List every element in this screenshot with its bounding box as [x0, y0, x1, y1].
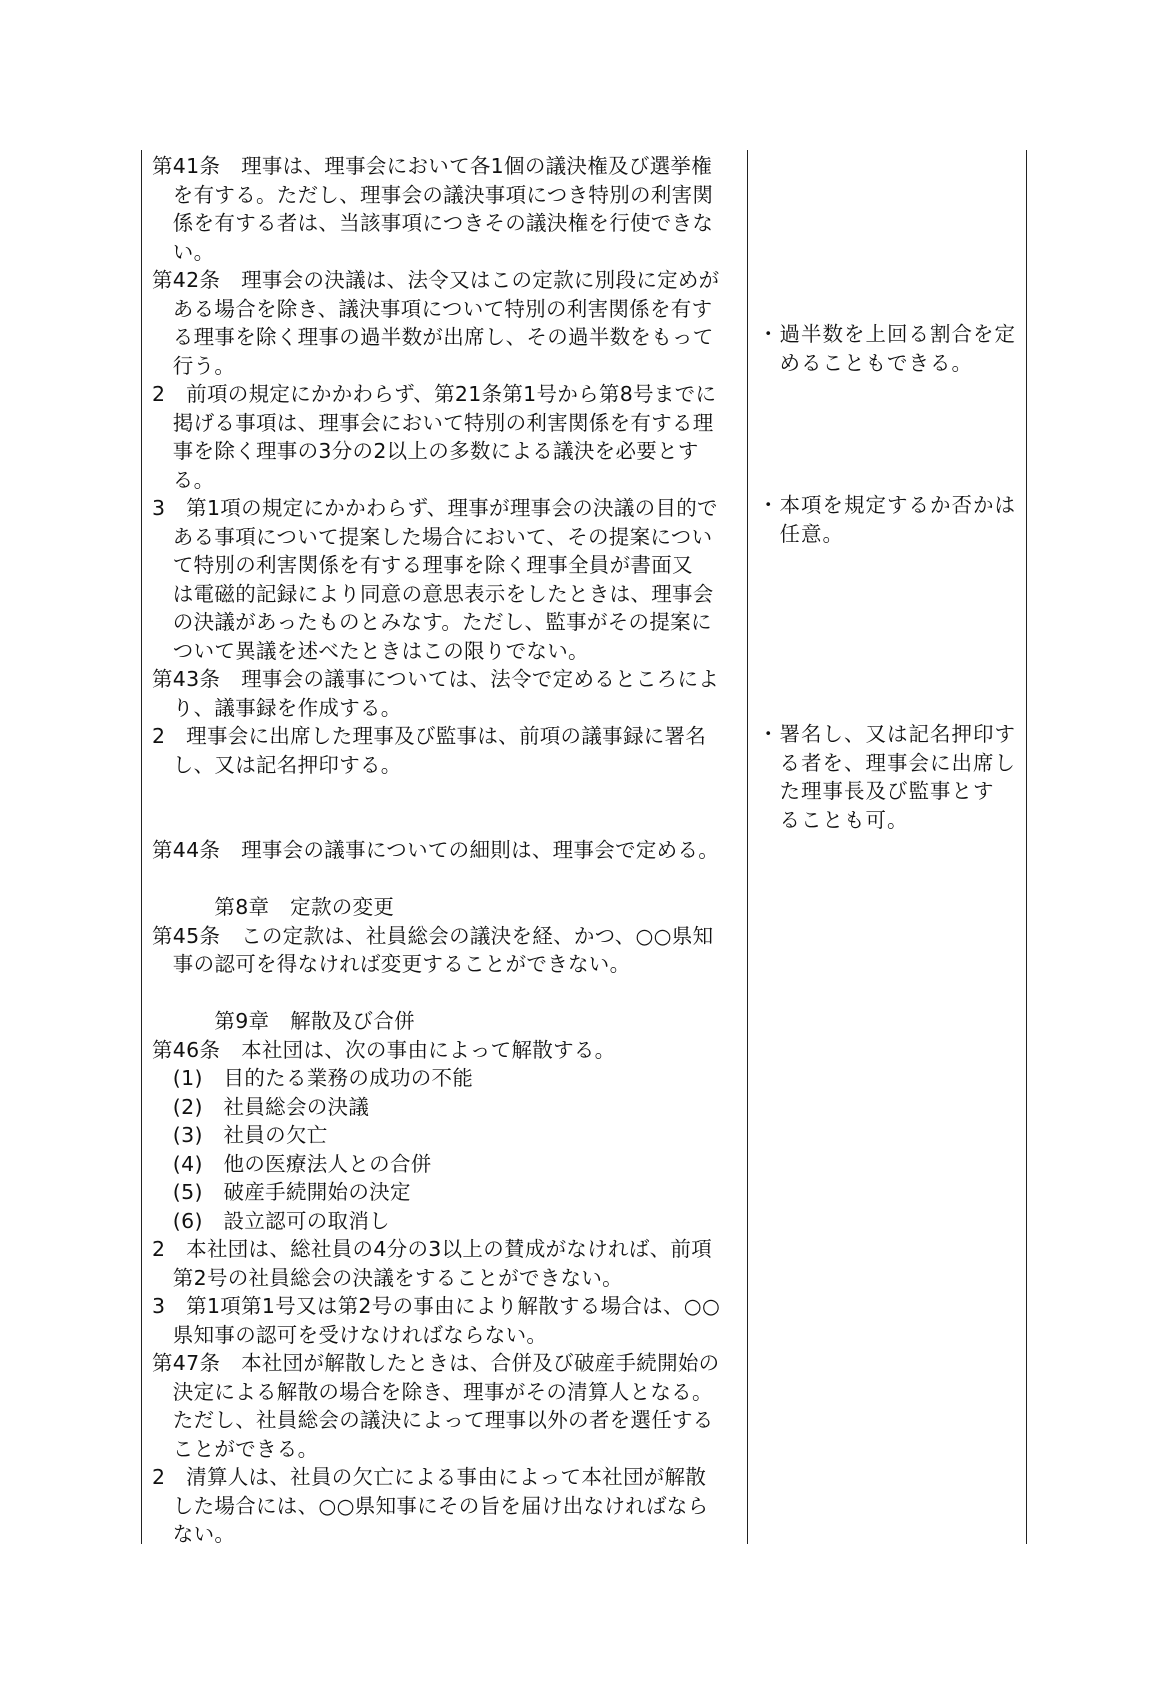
document-line: 2 前項の規定にかかわらず、第21条第1号から第8号までに [152, 382, 717, 406]
document-line: 事を除く理事の3分の2以上の多数による議決を必要とす [152, 439, 699, 463]
document-line: ことができる。 [152, 1436, 319, 1461]
document-line: 第41条 理事は、理事会において各1個の議決権及び選挙権 [152, 154, 713, 178]
document-line: (4) 他の医療法人との合併 [152, 1151, 432, 1176]
note-line: ることも可。 [758, 807, 909, 832]
document-line: 第47条 本社団が解散したときは、合併及び破産手続開始の [152, 1351, 720, 1375]
note-majority-ratio [758, 320, 1018, 377]
document-line: した場合には、○○県知事にその旨を届け出なければなら [152, 1493, 709, 1518]
note-line: た理事長及び監事とす [758, 779, 995, 803]
document-line: (5) 破産手続開始の決定 [152, 1180, 411, 1204]
note-signature-option [758, 720, 1018, 834]
document-line: ある事項について提案した場合において、その提案につい [152, 524, 713, 549]
document-line: 第42条 理事会の決議は、法令又はこの定款に別段に定めが [152, 268, 720, 292]
document-line: 第44条 理事会の議事についての細則は、理事会で定める。 [152, 838, 720, 862]
note-line: めることもできる。 [758, 350, 973, 375]
table-right-border [1026, 150, 1027, 1544]
document-line: 第8章 定款の変更 [152, 895, 395, 919]
document-line: 第45条 この定款は、社員総会の議決を経、かつ、○○県知 [152, 923, 714, 948]
document-line: ある場合を除き、議決事項について特別の利害関係を有す [152, 296, 713, 321]
document-line: は電磁的記録により同意の意思表示をしたときは、理事会 [152, 581, 714, 606]
document-line: を有する。ただし、理事会の議決事項につき特別の利害関 [152, 182, 714, 207]
document-line: 事の認可を得なければ変更することができない。 [152, 952, 631, 976]
document-line: ただし、社員総会の議決によって理事以外の者を選任する [152, 1408, 714, 1432]
document-line: の決議があったものとみなす。ただし、監事がその提案に [152, 610, 712, 634]
document-line: 3 第1項の規定にかかわらず、理事が理事会の決議の目的で [152, 496, 718, 520]
note-line: 任意。 [758, 521, 844, 546]
document-line: 第9章 解散及び合併 [152, 1009, 415, 1033]
document-line: ない。 [152, 1522, 236, 1546]
note-line: ・過半数を上回る割合を定 [758, 322, 1016, 346]
document-line: 第46条 本社団は、次の事由によって解散する。 [152, 1037, 616, 1062]
document-line: 係を有する者は、当該事項につきその議決権を行使できな [152, 211, 714, 235]
table-column-divider [747, 150, 748, 1544]
document-line: る。 [152, 467, 215, 492]
document-line: (6) 設立認可の取消し [152, 1208, 390, 1233]
table-left-border [141, 150, 142, 1544]
document-line: 2 理事会に出席した理事及び監事は、前項の議事録に署名 [152, 724, 707, 748]
document-line: ついて異議を述べたときはこの限りでない。 [152, 638, 589, 663]
document-line: り、議事録を作成する。 [152, 695, 402, 720]
document-line: (1) 目的たる業務の成功の不能 [152, 1066, 474, 1090]
document-line: 行う。 [152, 353, 236, 378]
document-line: (2) 社員総会の決議 [152, 1094, 370, 1119]
document-line: 県知事の認可を受けなければならない。 [152, 1322, 548, 1347]
document-line: て特別の利害関係を有する理事を除く理事全員が書面又 [152, 553, 693, 577]
document-line: 2 本社団は、総社員の4分の3以上の賛成がなければ、前項 [152, 1237, 713, 1261]
document-line: (3) 社員の欠亡 [152, 1123, 328, 1147]
document-line: 決定による解散の場合を除き、理事がその清算人となる。 [152, 1379, 713, 1404]
document-line: 2 清算人は、社員の欠亡による事由によって本社団が解散 [152, 1465, 707, 1489]
document-line: 掲げる事項は、理事会において特別の利害関係を有する理 [152, 410, 714, 435]
note-line: る者を、理事会に出席し [758, 750, 1016, 775]
note-optional-provision [758, 491, 1018, 548]
note-line: ・署名し、又は記名押印す [758, 722, 1016, 746]
document-line: 第2号の社員総会の決議をすることができない。 [152, 1265, 623, 1290]
document-line: い。 [152, 239, 215, 264]
note-line: ・本項を規定するか否かは [758, 493, 1016, 517]
document-line: る理事を除く理事の過半数が出席し、その過半数をもって [152, 325, 714, 349]
document-line: し、又は記名押印する。 [152, 752, 402, 777]
document-line: 3 第1項第1号又は第2号の事由により解散する場合は、○○ [152, 1294, 721, 1318]
document-line: 第43条 理事会の議事については、法令で定めるところによ [152, 667, 720, 691]
